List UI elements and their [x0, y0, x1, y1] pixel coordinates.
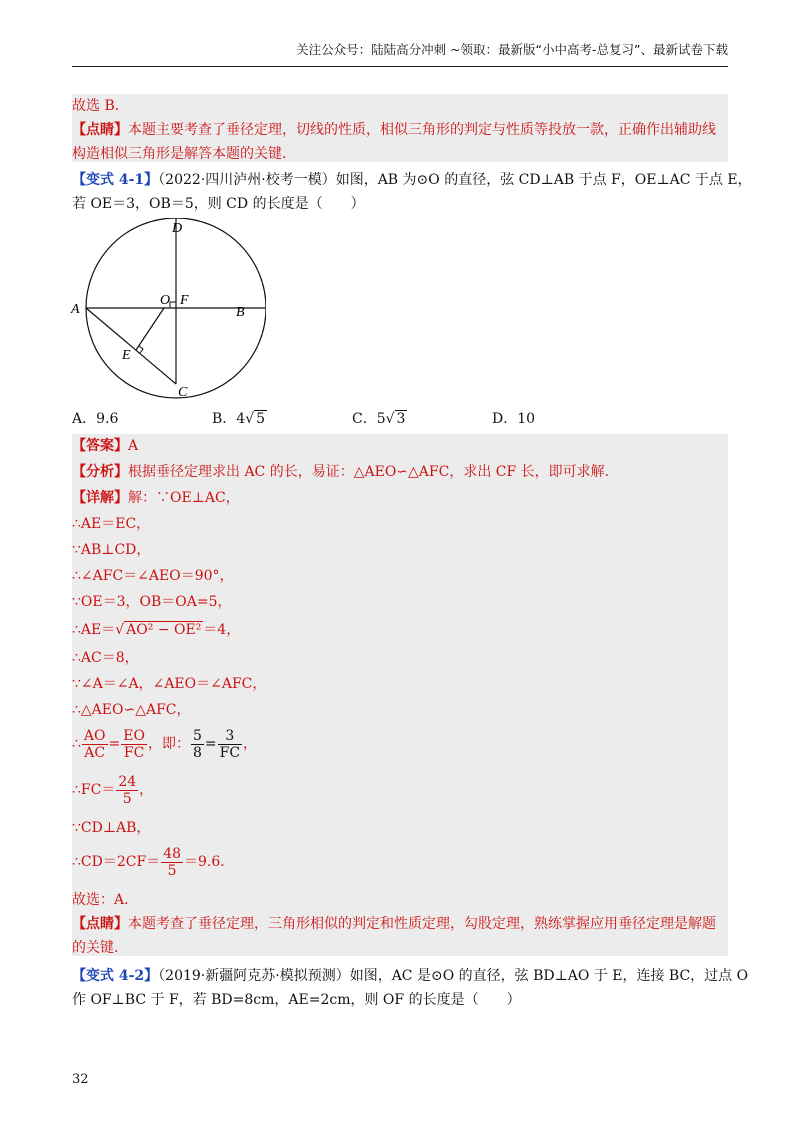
- chord-ac: [86, 308, 176, 384]
- prev-comment-line2: 构造相似三角形是解答本题的关键．: [72, 146, 296, 162]
- question-tag: 【变式 4-1】: [72, 172, 159, 188]
- step-12: ∴CD＝2CF＝ $\frac{48}{5}$ ＝9.6．: [72, 845, 235, 879]
- step-8: ∴△AEO∽△AFC，: [72, 702, 191, 718]
- detail-line: 【详解】解：∵OE⊥AC，: [72, 490, 240, 506]
- prev-comment-line1: 【点睛】本题主要考查了垂径定理，切线的性质，相似三角形的判定与性质等投放一款，正确作出辅助线: [72, 122, 716, 138]
- label-f: F: [180, 293, 189, 308]
- step-11: ∵CD⊥AB，: [72, 820, 151, 836]
- fraction-24-5: $\frac{24}{5}$: [118, 773, 137, 807]
- step-6: ∴AC＝8，: [72, 650, 139, 666]
- right-angle-e: [139, 346, 143, 353]
- comment-line1: 【点睛】本题考查了垂径定理，三角形相似的判定和性质定理，勾股定理，熟练掌握应用垂径定理是解题: [72, 916, 716, 932]
- header-rule: [72, 66, 728, 67]
- step-5: ∴AE＝√ AO² − OE² ＝4，: [72, 622, 241, 638]
- label-a: A: [71, 302, 80, 317]
- label-o: O: [160, 293, 171, 308]
- label-e: E: [122, 348, 131, 363]
- label-b: B: [236, 305, 245, 320]
- question-4-1-line1: 【变式 4-1】（2022·四川泸州·校考一模）如图，AB 为⊙O 的直径，弦 CD⊥AB 于点 F，OE⊥AC 于点 E，: [72, 172, 752, 188]
- page-number: 32: [72, 1072, 89, 1087]
- prev-choice: 故选 B．: [72, 98, 129, 114]
- fraction-48-5: $\frac{48}{5}$: [163, 845, 182, 879]
- answer-tag: 【答案】: [72, 438, 128, 454]
- fraction-5-8: $\frac{5}{8}$: [192, 727, 202, 761]
- fraction-ao-ac: $\frac{AO}{AC}$: [83, 727, 106, 761]
- answer-options: [72, 408, 728, 428]
- analysis-line: 【分析】根据垂径定理求出 AC 的长，易证：△AEO∽△AFC，求出 CF 长，即可求解．: [72, 464, 619, 480]
- step-2: ∵AB⊥CD，: [72, 542, 151, 558]
- question-tag: 【变式 4-2】: [72, 968, 159, 984]
- step-7: ∵∠A＝∠A，∠AEO＝∠AFC，: [72, 676, 267, 692]
- choice-line: 故选：A．: [72, 892, 139, 908]
- step-4: ∵OE＝3，OB＝OA=5，: [72, 594, 232, 610]
- fraction-3-fc: $\frac{3}{FC}$: [219, 727, 241, 761]
- step-9: ∴ $\frac{AO}{AC}$ = $\frac{EO}{FC}$ ，即： $\frac{5}{8}$ = $\frac{3}{FC}$ ，: [72, 727, 258, 761]
- comment-tag: 【点睛】: [72, 122, 128, 138]
- answer-line: 【答案】A: [72, 438, 139, 454]
- option-b: B．4√ 5: [212, 411, 266, 427]
- step-3: ∴∠AFC＝∠AEO＝90°，: [72, 568, 234, 584]
- question-4-2-line1: 【变式 4-2】（2019·新疆阿克苏·模拟预测）如图，AC 是⊙O 的直径，弦 BD⊥AO 于 E，连接 BC，过点 O: [72, 968, 749, 984]
- comment-tag: 【点睛】: [72, 916, 128, 932]
- option-d: D．10: [492, 411, 536, 427]
- comment-line2: 的关键．: [72, 940, 128, 956]
- detail-tag: 【详解】: [72, 490, 128, 506]
- segment-oe: [136, 308, 164, 350]
- step-10: ∴FC＝ $\frac{24}{5}$ ，: [72, 773, 154, 807]
- step-1: ∴AE＝EC，: [72, 516, 151, 532]
- question-4-1-line2: 若 OE＝3，OB＝5，则 CD 的长度是（ ）: [72, 196, 365, 212]
- right-angle-f: [170, 302, 176, 308]
- circle-figure: [66, 218, 266, 404]
- option-c: C．5√ 3: [352, 411, 406, 427]
- option-a: A．9.6: [72, 411, 119, 427]
- analysis-tag: 【分析】: [72, 464, 128, 480]
- label-c: C: [178, 385, 188, 400]
- label-d: D: [172, 221, 183, 236]
- fraction-eo-fc: $\frac{EO}{FC}$: [123, 727, 145, 761]
- question-4-2-line2: 作 OF⊥BC 于 F，若 BD=8cm，AE=2cm，则 OF 的长度是（ ）: [72, 992, 521, 1008]
- page-header: 关注公众号：陆陆高分冲刺 ~领取：最新版“小中高考-总复习”、最新试卷下载: [296, 42, 728, 57]
